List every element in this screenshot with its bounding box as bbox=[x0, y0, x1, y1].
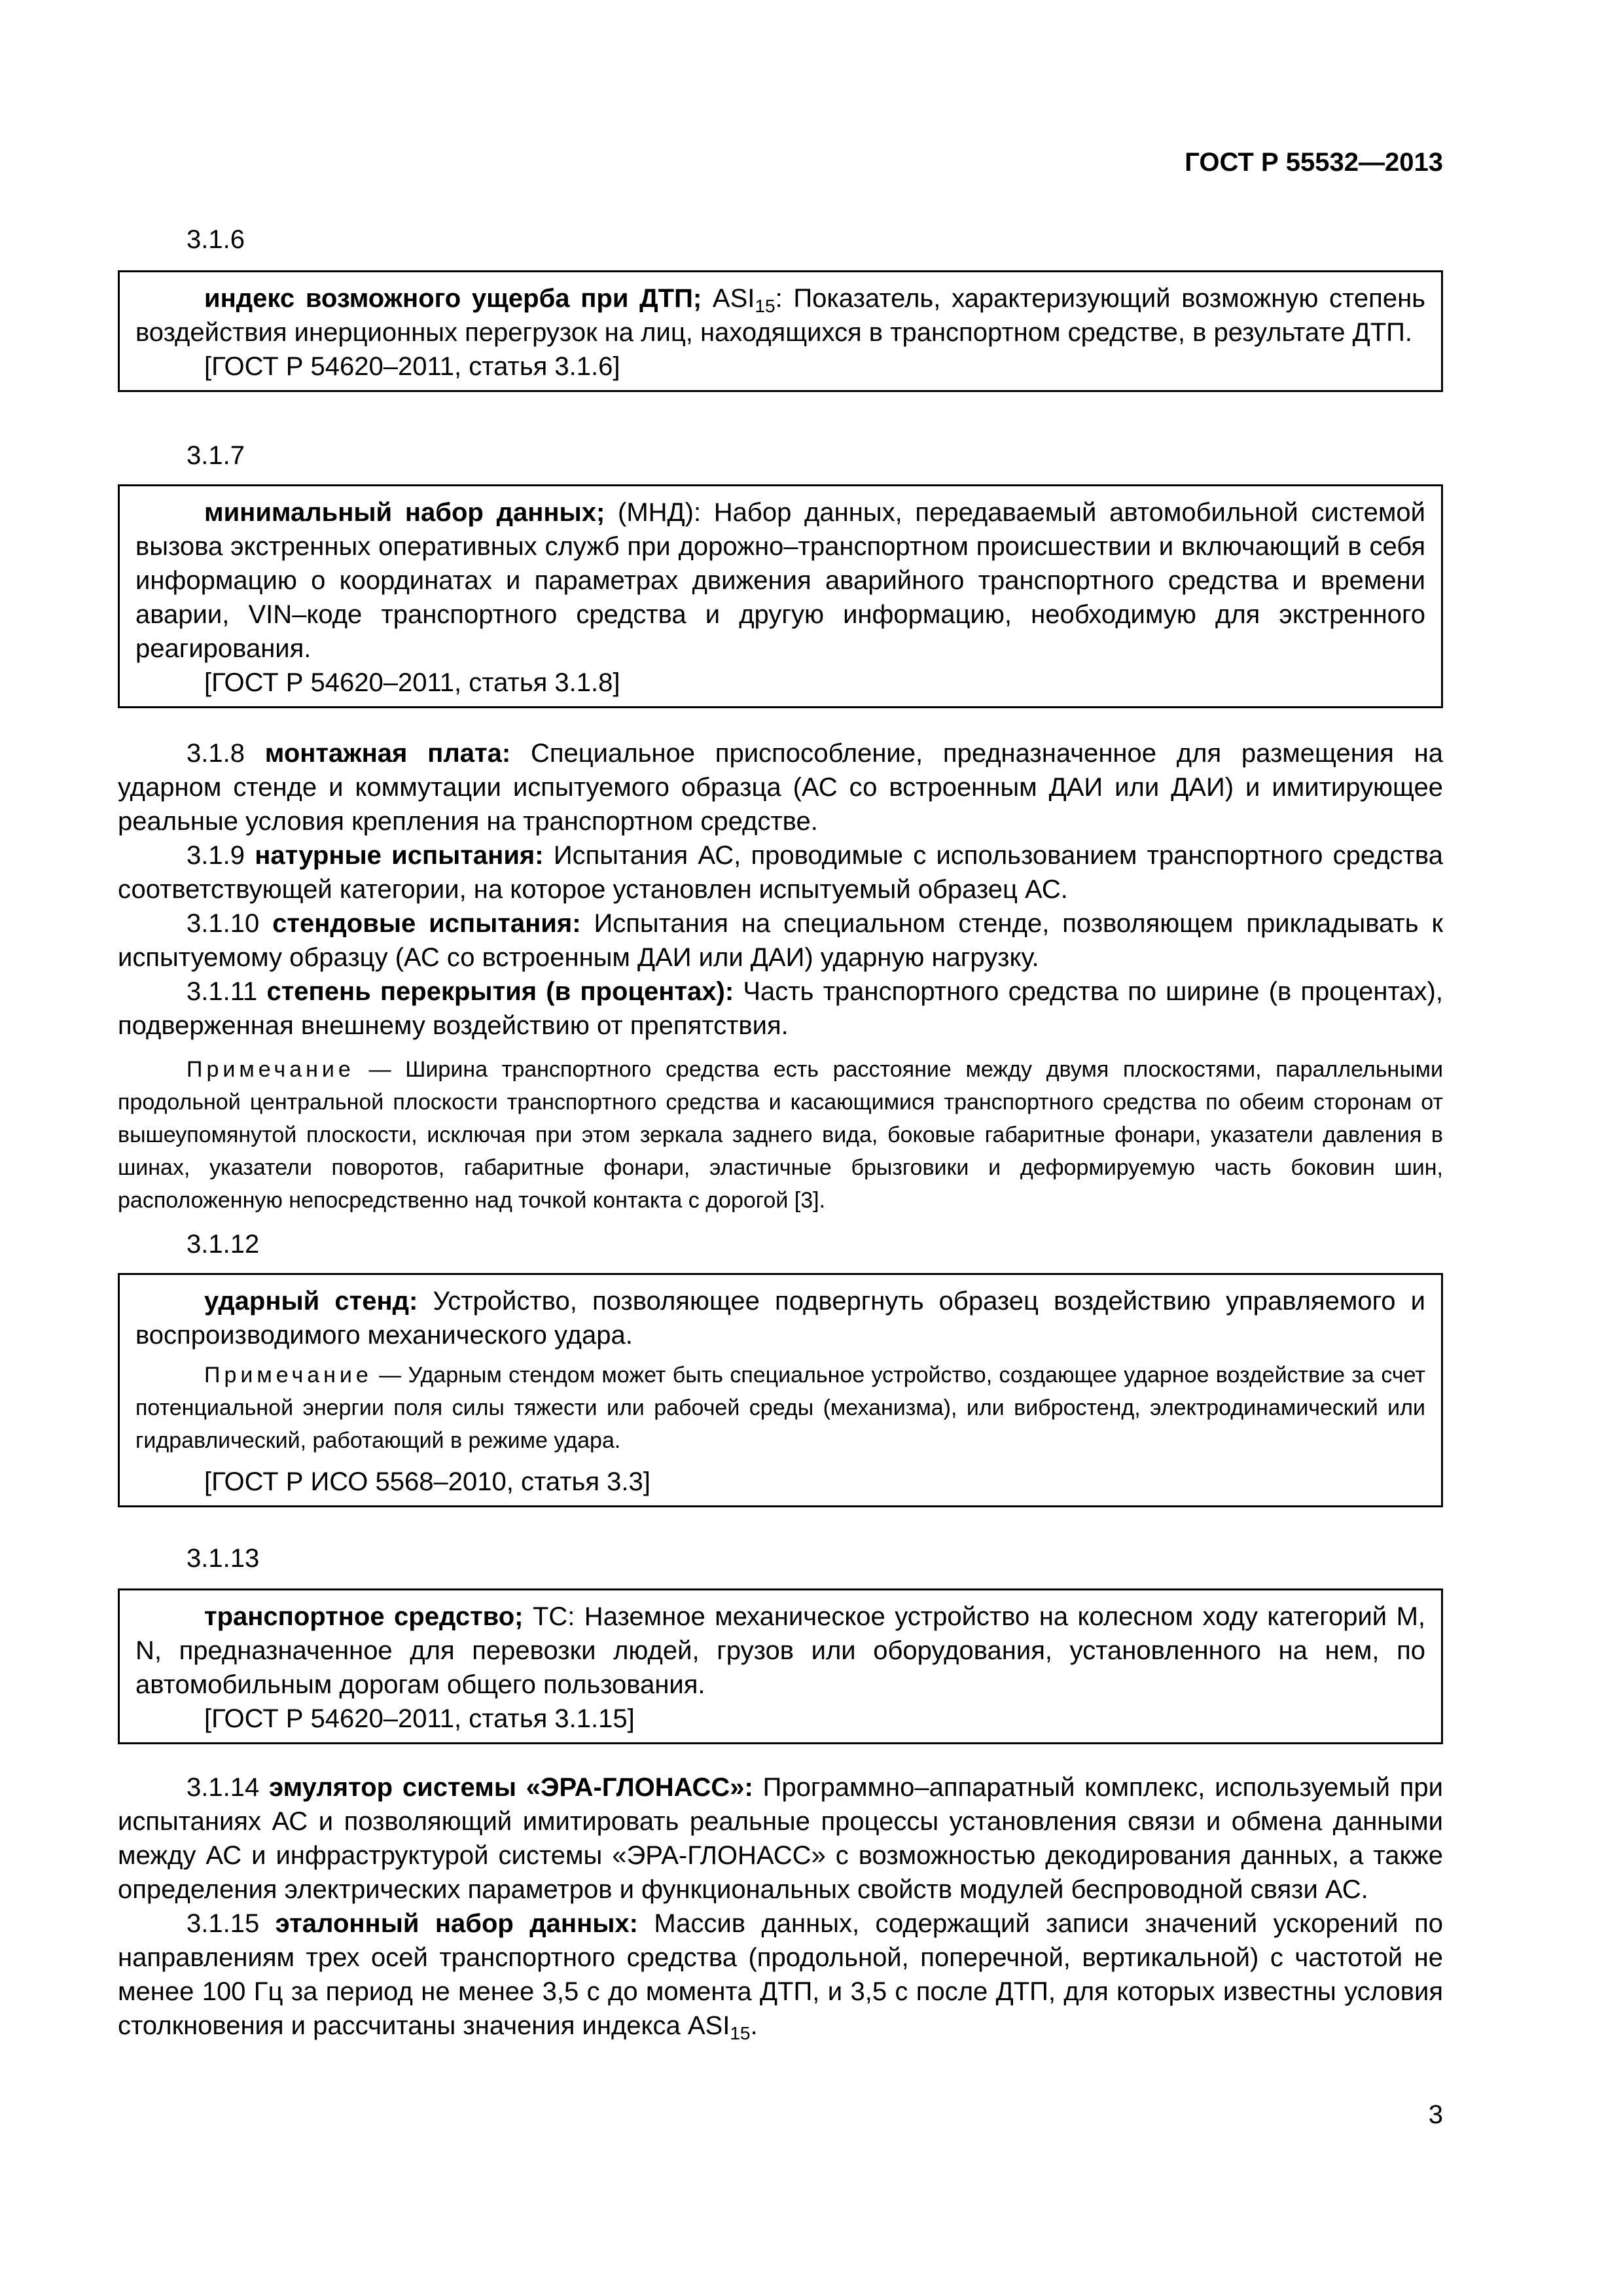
term: минимальный набор данных; bbox=[204, 498, 605, 527]
note-label: Примечание bbox=[204, 1363, 372, 1388]
term: степень перекрытия (в процентах): bbox=[266, 977, 734, 1006]
note-3-1-12 bbox=[135, 1359, 1425, 1457]
definition-text bbox=[135, 1600, 1425, 1702]
term: эмулятор системы «ЭРА-ГЛОНАСС»: bbox=[269, 1773, 753, 1802]
term: ударный стенд: bbox=[204, 1287, 418, 1316]
term: эталонный набор данных: bbox=[275, 1909, 638, 1938]
term-paragraph-3-1-15: 3.1.15 эталонный набор данных: Массив данных, содержащий записи значений ускорений по направлениям трех осей транспортного средства (продольной, поперечной, вертикальной) с частотой не менее 100 Гц за период не менее 3,5 с до момента ДТП, и 3,5 с после ДТП, для которых известны условия столкновения и рассчитаны значения индекса $ASI_{15}$. bbox=[118, 1909, 1443, 2043]
source-reference: [ГОСТ Р 54620–2011, статья 3.1.6] bbox=[204, 352, 620, 381]
note-text: — Ударным стендом может быть специальное устройство, создающее ударное воздействие за счет потенциальной энергии поля силы тяжести или рабочей среды (механизма), или вибростенд, электродинамический или гидравлический, работающий в режиме удара. bbox=[135, 1363, 1425, 1453]
term-paragraph-3-1-9: 3.1.9 натурные испытания: Испытания АС, проводимые с использованием транспортного средства соответствующей категории, на которое установлен испытуемый образец АС. bbox=[118, 841, 1443, 904]
definition-body: : Показатель, характеризующий возможную степень воздействия инерционных перегрузок на лиц, находящихся в транспортном средстве, в результате ДТП. bbox=[135, 284, 1426, 347]
term: натурные испытания: bbox=[255, 841, 544, 870]
definition-box-3-1-7 bbox=[118, 484, 1443, 708]
definition-body: Устройство, позволяющее подвергнуть образец воздействию управляемого и воспроизводимого механического удара. bbox=[135, 1287, 1425, 1350]
definition-box-3-1-13 bbox=[118, 1588, 1443, 1744]
definition-body: (МНД): Набор данных, передаваемый автомобильной системой вызова экстренных оперативных служб при дорожно–транспортном происшествии и включающий в себя информацию о координатах и параметрах движения аварийного транспортного средства и времени аварии, VIN–коде транспортного средства и другую информацию, необходимую для экстренного реагирования. bbox=[135, 498, 1426, 663]
definition-box-3-1-12 bbox=[118, 1273, 1443, 1507]
abbreviation-subscript: 15 bbox=[755, 296, 776, 316]
term-paragraph-3-1-10: 3.1.10 стендовые испытания: Испытания на специальном стенде, позволяющем прикладывать к испытуемому образцу (АС со встроенным ДАИ или ДАИ) ударную нагрузку. bbox=[118, 909, 1444, 972]
term: монтажная плата: bbox=[264, 739, 511, 768]
term: стендовые испытания: bbox=[272, 909, 581, 938]
definition-body: ТС: Наземное механическое устройство на колесном ходу категорий M, N, предназначенное для перевозки людей, грузов или оборудования, установленного на нем, по автомобильным дорогам общего пользования. bbox=[135, 1602, 1425, 1699]
document-header: ГОСТ Р 55532—2013 bbox=[1185, 148, 1443, 177]
terms-block-b bbox=[118, 1770, 1443, 2043]
definition-text bbox=[135, 281, 1425, 350]
term-number-3-1-7: 3.1.7 bbox=[187, 441, 245, 470]
source-reference: [ГОСТ Р 54620–2011, статья 3.1.8] bbox=[204, 668, 620, 697]
term-paragraph-3-1-8: 3.1.8 монтажная плата: Специальное приспособление, предназначенное для размещения на ударном стенде и коммутации испытуемого образца (АС со встроенным ДАИ или ДАИ) и имитирующее реальные условия крепления на транспортном средстве. bbox=[118, 739, 1443, 836]
term-number-3-1-6: 3.1.6 bbox=[187, 225, 245, 254]
source-reference: [ГОСТ Р 54620–2011, статья 3.1.15] bbox=[204, 1704, 635, 1733]
note-label: Примечание bbox=[187, 1057, 355, 1082]
term: индекс возможного ущерба при ДТП; bbox=[204, 284, 702, 313]
note-text: — Ширина транспортного средства есть расстояние между двумя плоскостями, параллельными продольной центральной плоскости транспортного средства и касающимися транспортного средства по обеим сторонам от вышеупомянутой плоскости, исключая при этом зеркала заднего вида, боковые габаритные фонари, указатели давления в шинах, указатели поворотов, габаритные фонари, эластичные брызговики и деформируемую часть боковин шин, расположенную непосредственно над точкой контакта с дорогой [3]. bbox=[118, 1057, 1443, 1213]
term-paragraph-3-1-11: 3.1.11 степень перекрытия (в процентах): Часть транспортного средства по ширине (в процентах), подверженная внешнему воздействию от препятствия. bbox=[118, 977, 1443, 1040]
term-number-3-1-12: 3.1.12 bbox=[187, 1230, 260, 1259]
subscript: 15 bbox=[730, 2023, 751, 2043]
note-3-1-11 bbox=[118, 1053, 1443, 1217]
term: транспортное средство; bbox=[204, 1602, 524, 1631]
source-reference: [ГОСТ Р ИСО 5568–2010, статья 3.3] bbox=[204, 1467, 651, 1496]
terms-block-a bbox=[118, 736, 1443, 1217]
definition-text bbox=[135, 495, 1425, 666]
page-number: 3 bbox=[1428, 2100, 1443, 2129]
term-number-3-1-13: 3.1.13 bbox=[187, 1544, 260, 1573]
term-paragraph-3-1-14: 3.1.14 эмулятор системы «ЭРА-ГЛОНАСС»: Программно–аппаратный комплекс, используемый при испытаниях АС и позволяющий имитировать реальные процессы установления связи и обмена данными между АС и инфраструктурой системы «ЭРА-ГЛОНАСС» с возможностью декодирования данных, а также определения электрических параметров и функциональных свойств модулей беспроводной связи АС. bbox=[118, 1773, 1443, 1904]
definition-text bbox=[135, 1284, 1425, 1352]
definition-box-3-1-6 bbox=[118, 270, 1443, 392]
abbreviation: ASI bbox=[712, 284, 755, 313]
